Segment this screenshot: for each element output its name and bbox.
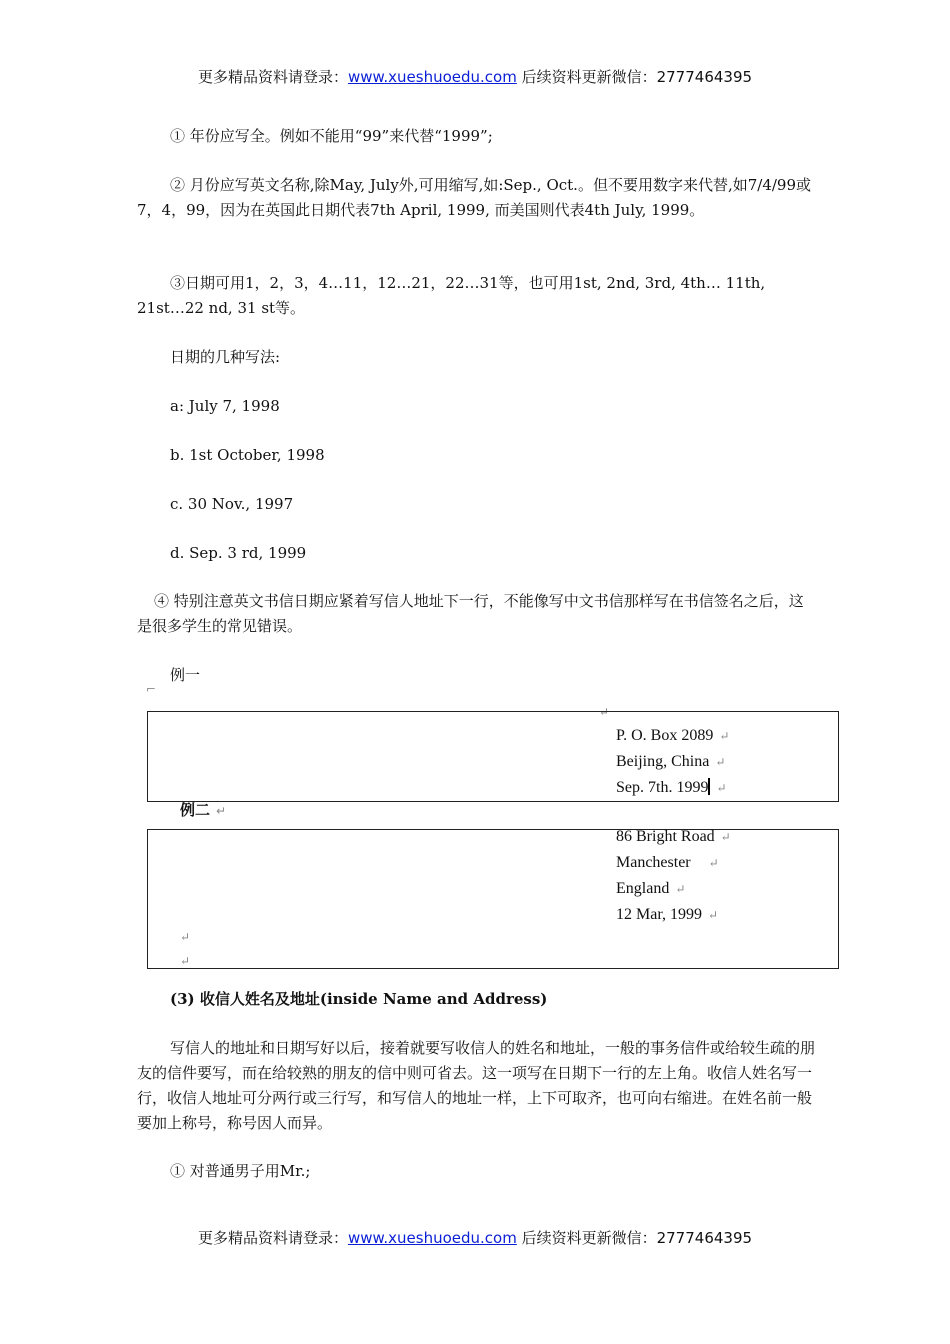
rule-month xyxy=(137,173,817,223)
footer-link[interactable]: www.xueshuoedu.com xyxy=(347,1229,517,1247)
return-mark-icon: ↵ xyxy=(216,804,227,818)
rule-month-text: ② 月份应写英文名称,除May, July外,可用缩写,如:Sep., Oct.。但不要用数字来代替,如7/4/99或7，4，99，因为在英国此日期代表7th April, 1999, 而美国则代表4th July, 1999。 xyxy=(137,176,811,219)
return-mark-icon: ↵ xyxy=(708,856,719,870)
return-mark-icon: ↵ xyxy=(716,781,727,795)
return-mark-icon: ↵ xyxy=(720,830,731,844)
address-line: Manchester ↵ xyxy=(616,854,719,871)
example-2-box xyxy=(147,829,839,969)
header-link[interactable]: www.xueshuoedu.com xyxy=(347,68,517,86)
example-1-box xyxy=(147,711,839,802)
text-cursor-icon xyxy=(708,778,710,795)
return-mark-icon: ↵ xyxy=(180,954,191,968)
return-mark-icon: ⌐ xyxy=(146,682,157,696)
rule-position xyxy=(137,589,817,639)
address-line: P. O. Box 2089 ↵ xyxy=(616,727,730,744)
date-format-a: a: July 7, 1998 xyxy=(170,397,280,415)
address-line: Sep. 7th. 1999 ↵ xyxy=(616,779,727,796)
header-suffix: 后续资料更新微信：2777464395 xyxy=(516,68,753,86)
footer-prefix: 更多精品资料请登录： xyxy=(197,1229,348,1247)
address-line: Beijing, China ↵ xyxy=(616,753,726,770)
return-mark-icon: ↵ xyxy=(675,882,686,896)
date-format-d: d. Sep. 3 rd, 1999 xyxy=(170,544,307,562)
inside-address-text: 写信人的地址和日期写好以后，接着就要写收信人的姓名和地址，一般的事务信件或给较生疏的朋友的信件要写，而在给较熟的朋友的信中则可省去。这一项写在日期下一行的左上角。收信人姓名写一行，收信人地址可分两行或三行写，和写信人的地址一样，上下可取齐，也可向右缩进。在姓名前一般要加上称号，称号因人而异。 xyxy=(137,1039,816,1132)
inside-address-paragraph xyxy=(137,1036,817,1136)
example-2-label: 例二 ↵ xyxy=(180,801,227,819)
page-footer xyxy=(0,1227,950,1248)
date-format-b: b. 1st October, 1998 xyxy=(170,446,325,464)
section-heading-inside-address: (3) 收信人姓名及地址(inside Name and Address) xyxy=(170,990,548,1008)
header-prefix: 更多精品资料请登录： xyxy=(197,68,348,86)
footer-suffix: 后续资料更新微信：2777464395 xyxy=(516,1229,753,1247)
address-line: England ↵ xyxy=(616,880,686,897)
example-2-address xyxy=(616,824,731,928)
page-header xyxy=(0,66,950,87)
rule-position-text: ④ 特别注意英文书信日期应紧着写信人地址下一行，不能像写中文书信那样写在书信签名之后，这是很多学生的常见错误。 xyxy=(137,592,804,635)
example-1-address xyxy=(616,723,729,801)
return-mark-icon: ↵ xyxy=(180,930,191,944)
rule-day-text: ③日期可用1，2，3，4…11，12…21，22…31等，也可用1st, 2nd, 3rd, 4th… 11th, 21st…22 nd, 31 st等。 xyxy=(137,274,766,317)
address-line: 12 Mar, 1999 ↵ xyxy=(616,906,719,923)
return-mark-icon: ↵ xyxy=(708,908,719,922)
date-formats-heading: 日期的几种写法: xyxy=(170,348,281,366)
example-1-label: 例一 xyxy=(170,666,201,684)
rule-day xyxy=(137,271,817,321)
return-mark-icon: ↵ xyxy=(715,755,726,769)
address-line: 86 Bright Road ↵ xyxy=(616,828,731,845)
date-format-c: c. 30 Nov., 1997 xyxy=(170,495,294,513)
return-mark-icon: ↵ xyxy=(719,729,730,743)
rule-year: ① 年份应写全。例如不能用“99”来代替“1999”; xyxy=(170,127,493,145)
return-mark-icon: ↵ xyxy=(599,705,610,719)
title-mr: ① 对普通男子用Mr.; xyxy=(170,1162,311,1180)
